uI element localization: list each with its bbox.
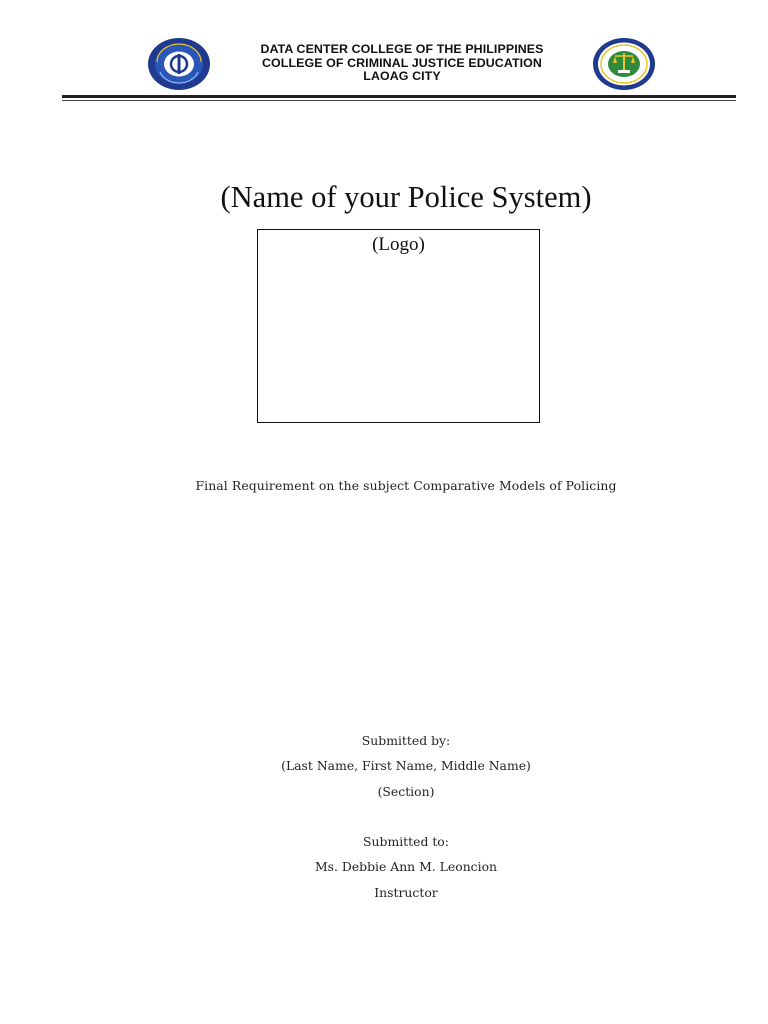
city-name: LAOAG CITY [363,69,441,83]
header-divider-thin [62,100,736,101]
institution-header [220,43,584,84]
college-name: COLLEGE OF CRIMINAL JUSTICE EDUCATION [262,55,542,70]
requirement-text: Final Requirement on the subject Comparative Models of Policing [195,478,617,493]
header-divider [62,95,736,98]
instructor-title: Instructor [374,885,438,900]
criminal-justice-seal-icon [591,36,657,92]
student-name-placeholder: (Last Name, First Name, Middle Name) [281,758,531,773]
logo-placeholder-label: (Logo) [372,234,425,255]
section-placeholder: (Section) [377,784,435,799]
instructor-name: Ms. Debbie Ann M. Leoncion [314,859,498,874]
data-center-seal-icon [146,36,212,92]
document-title: (Name of your Police System) [220,180,592,214]
submitted-to-label: Submitted to: [363,834,449,849]
submitted-by-label: Submitted by: [361,733,451,748]
institution-name: DATA CENTER COLLEGE OF THE PHILIPPINES [260,42,544,56]
logo-placeholder-box [257,229,540,423]
